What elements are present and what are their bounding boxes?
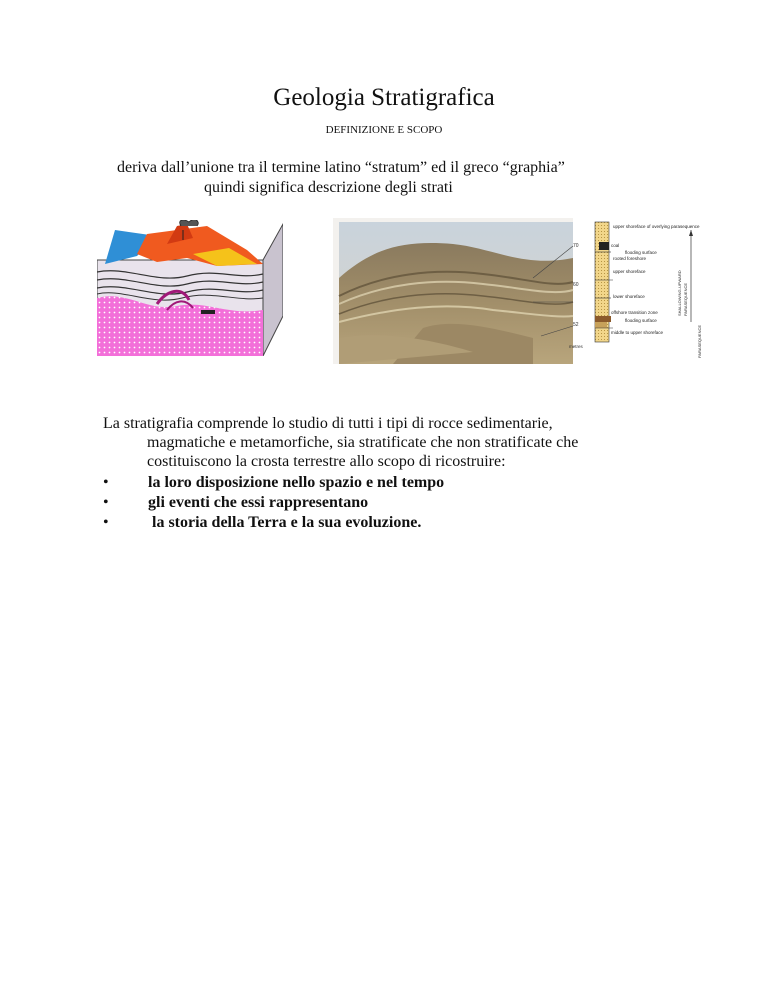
side-label-3: PARASEQUENCE bbox=[697, 324, 702, 358]
bullet-text: la loro disposizione nello spazio e nel tempo bbox=[148, 474, 445, 491]
column-label-3: flooding surface bbox=[625, 250, 657, 255]
bullet-text: la storia della Terra e la sua evoluzione. bbox=[152, 514, 422, 531]
depth-tick-70: 70 bbox=[573, 243, 579, 249]
page-subtitle: DEFINIZIONE E SCOPO bbox=[325, 124, 443, 136]
column-label-7: offshore transition zone bbox=[611, 310, 658, 315]
body-first-line: La stratigrafia comprende lo studio di tutti i tipi di rocce sedimentarie, bbox=[103, 415, 553, 432]
bullet-symbol: • bbox=[103, 494, 109, 511]
depth-tick-52: 52 bbox=[573, 322, 579, 328]
outcrop-photo-with-column bbox=[333, 218, 705, 364]
intro-line-2: quindi significa descrizione degli strati bbox=[204, 179, 453, 196]
side-label-2: PARASEQUENCE bbox=[683, 282, 688, 316]
depth-tick-60: 60 bbox=[573, 282, 579, 288]
intro-line-1: deriva dall’unione tra il termine latino “stratum” ed il greco “graphia” bbox=[117, 159, 565, 176]
column-label-5: upper shoreface bbox=[613, 269, 646, 274]
column-label-1: upper shoreface of overlying parasequence bbox=[613, 224, 700, 229]
body-continuation: magmatiche e metamorfiche, sia stratificate che non stratificate che costituiscono la crosta terrestre allo scopo di ricostruire: bbox=[147, 434, 579, 470]
unit-label: metres bbox=[569, 344, 583, 349]
column-label-4: rooted foreshore bbox=[613, 256, 647, 261]
column-label-6: lower shoreface bbox=[613, 294, 645, 299]
bullet-symbol: • bbox=[103, 474, 109, 491]
body-paragraph bbox=[103, 414, 663, 471]
side-label-1: SHALLOWING-UPWARD bbox=[677, 270, 682, 316]
column-label-8: flooding surface bbox=[625, 318, 657, 323]
page-title: Geologia Stratigrafica bbox=[273, 84, 495, 111]
bullet-text: gli eventi che essi rappresentano bbox=[148, 494, 369, 511]
column-label-2: coal bbox=[611, 243, 620, 248]
column-label-9: middle to upper shoreface bbox=[611, 330, 664, 335]
block-diagram-illustration bbox=[97, 220, 283, 356]
bullet-symbol: • bbox=[103, 514, 109, 531]
